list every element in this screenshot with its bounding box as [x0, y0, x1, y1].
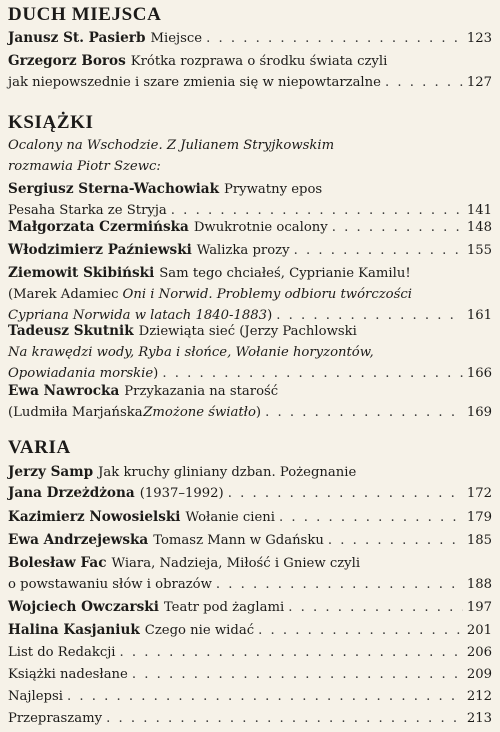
entry-page-number: 179 — [466, 510, 492, 525]
dot-leader — [228, 483, 463, 504]
section-title-varia: VARIA — [8, 437, 71, 458]
entry-author: Włodzimierz Paźniewski — [8, 242, 192, 258]
entry-title: Tomasz Mann w Gdańsku — [153, 533, 324, 548]
entry-author: Jerzy Samp — [8, 464, 94, 480]
dot-leader — [328, 530, 463, 551]
entry-subject-name: Jana Drzeżdżona — [8, 485, 135, 501]
entry-author: Ewa Nawrocka — [8, 383, 120, 399]
dot-leader — [294, 240, 463, 261]
dot-leader — [288, 597, 463, 618]
entry-title: Dwukrotnie ocalony — [193, 220, 328, 235]
entry-author: Grzegorz Boros — [8, 53, 126, 69]
entry-author: Kazimierz Nowosielski — [8, 509, 181, 525]
closing-paren: ) — [255, 405, 262, 420]
dot-leader — [385, 72, 463, 93]
entry-page-number: 213 — [466, 711, 492, 726]
toc-entry[interactable] — [8, 686, 492, 707]
entry-title: Wołanie cieni — [185, 510, 276, 525]
entry-title: Książki nadesłane — [8, 667, 128, 682]
dot-leader — [120, 642, 463, 663]
entry-page-number: 155 — [466, 243, 492, 258]
entry-page-number: 185 — [466, 533, 492, 548]
entry-title: Walizka prozy — [196, 243, 290, 258]
entry-page-number: 161 — [466, 308, 492, 323]
dot-leader — [67, 686, 463, 707]
dot-leader — [216, 574, 463, 595]
entry-page-number: 127 — [466, 75, 492, 90]
reviewed-book-title: Zmożone światło — [143, 405, 256, 420]
entry-author: Wojciech Owczarski — [8, 599, 159, 615]
closing-paren: ) — [267, 308, 273, 323]
interview-heading-cont: rozmawia Piotr Szewc: — [8, 159, 161, 174]
entry-author: Małgorzata Czermińska — [8, 219, 189, 235]
entry-page-number: 206 — [466, 645, 492, 660]
entry-page-number: 141 — [466, 203, 492, 218]
toc-entry[interactable] — [8, 28, 492, 49]
toc-entry[interactable] — [8, 179, 492, 221]
dot-leader — [132, 664, 463, 685]
entry-author: Bolesław Fac — [8, 555, 107, 571]
toc-entry[interactable] — [8, 51, 492, 93]
section-title-duch-miejsca: DUCH MIEJSCA — [8, 4, 162, 25]
entry-title-cont: jak niepowszednie i szare zmienia się w niepowtarzalne — [8, 75, 381, 90]
section-title-ksiazki: KSIĄŻKI — [8, 112, 94, 133]
entry-author: Halina Kasjaniuk — [8, 622, 140, 638]
entry-author: Ziemowit Skibiński — [8, 265, 155, 281]
toc-entry[interactable] — [8, 217, 492, 238]
reviewed-book-titles: Na krawędzi wody, Ryba i słońce, Wołanie horyzontów, — [8, 345, 374, 360]
toc-entry[interactable] — [8, 462, 492, 504]
reviewed-book-title: Oni i Norwid. Problemy odbioru twórczości — [122, 287, 412, 302]
dot-leader — [332, 217, 463, 238]
entry-title: Przepraszamy — [8, 711, 103, 726]
toc-entry[interactable] — [8, 664, 492, 685]
entry-page-number: 169 — [466, 405, 492, 420]
toc-entry[interactable] — [8, 620, 492, 641]
reviewed-book-title: Opowiadania morskie — [8, 366, 154, 381]
entry-page-number: 166 — [466, 366, 492, 381]
toc-entry[interactable] — [8, 642, 492, 663]
dot-leader — [258, 620, 463, 641]
entry-title: Dziewiąta sieć (Jerzy Pachlowski — [138, 324, 357, 339]
entry-title: Teatr pod żaglami — [163, 600, 285, 615]
entry-page-number: 148 — [466, 220, 492, 235]
entry-page-number: 172 — [466, 486, 492, 501]
entry-title: Wiara, Nadzieja, Miłość i Gniew czyli — [111, 556, 361, 571]
entry-title-cont: o powstawaniu słów i obrazów — [8, 577, 212, 592]
entry-title: Krótka rozprawa o środku świata czyli — [130, 54, 388, 69]
entry-title: List do Redakcji — [8, 645, 116, 660]
entry-author: Tadeusz Skutnik — [8, 323, 134, 339]
toc-entry[interactable] — [8, 321, 492, 384]
toc-entry[interactable] — [8, 240, 492, 261]
reviewed-book-title-cont: Cypriana Norwida w latach 1840-1883 — [8, 308, 268, 323]
review-subject: (Marek Adamiec — [8, 287, 119, 302]
dot-leader — [279, 507, 463, 528]
closing-paren: ) — [153, 366, 159, 381]
entry-page-number: 188 — [466, 577, 492, 592]
entry-page-number: 123 — [466, 31, 492, 46]
entry-title: Jak kruchy gliniany dzban. Pożegnanie — [98, 465, 357, 480]
toc-entry[interactable] — [8, 553, 492, 595]
review-subject: (Ludmiła Marjańska — [8, 405, 143, 420]
entry-page-number: 197 — [466, 600, 492, 615]
entry-title-cont: (1937–1992) — [139, 486, 224, 501]
toc-entry[interactable] — [8, 597, 492, 618]
entry-title: Czego nie widać — [144, 623, 255, 638]
interview-heading: Ocalony na Wschodzie. Z Julianem Stryjkowskim — [8, 138, 335, 153]
dot-leader — [206, 28, 463, 49]
toc-entry[interactable] — [8, 530, 492, 551]
entry-title: Prywatny epos — [224, 182, 323, 197]
entry-page-number: 201 — [466, 623, 492, 638]
entry-title: Sam tego chciałeś, Cyprianie Kamilu! — [159, 266, 411, 281]
entry-title: Najlepsi — [8, 689, 63, 704]
entry-author: Janusz St. Pasierb — [8, 30, 146, 46]
toc-entry[interactable] — [8, 263, 492, 326]
entry-page-number: 209 — [466, 667, 492, 682]
entry-author: Ewa Andrzejewska — [8, 532, 149, 548]
dot-leader — [106, 708, 463, 729]
entry-page-number: 212 — [466, 689, 492, 704]
toc-entry[interactable] — [8, 381, 492, 423]
entry-title: Przykazania na starość — [124, 384, 279, 399]
dot-leader — [265, 402, 463, 423]
toc-entry[interactable] — [8, 708, 492, 729]
entry-author: Sergiusz Sterna-Wachowiak — [8, 181, 219, 197]
toc-entry — [8, 135, 492, 177]
entry-title-cont: Pesaha Starka ze Stryja — [8, 203, 167, 218]
toc-entry[interactable] — [8, 507, 492, 528]
entry-title: Miejsce — [150, 31, 203, 46]
